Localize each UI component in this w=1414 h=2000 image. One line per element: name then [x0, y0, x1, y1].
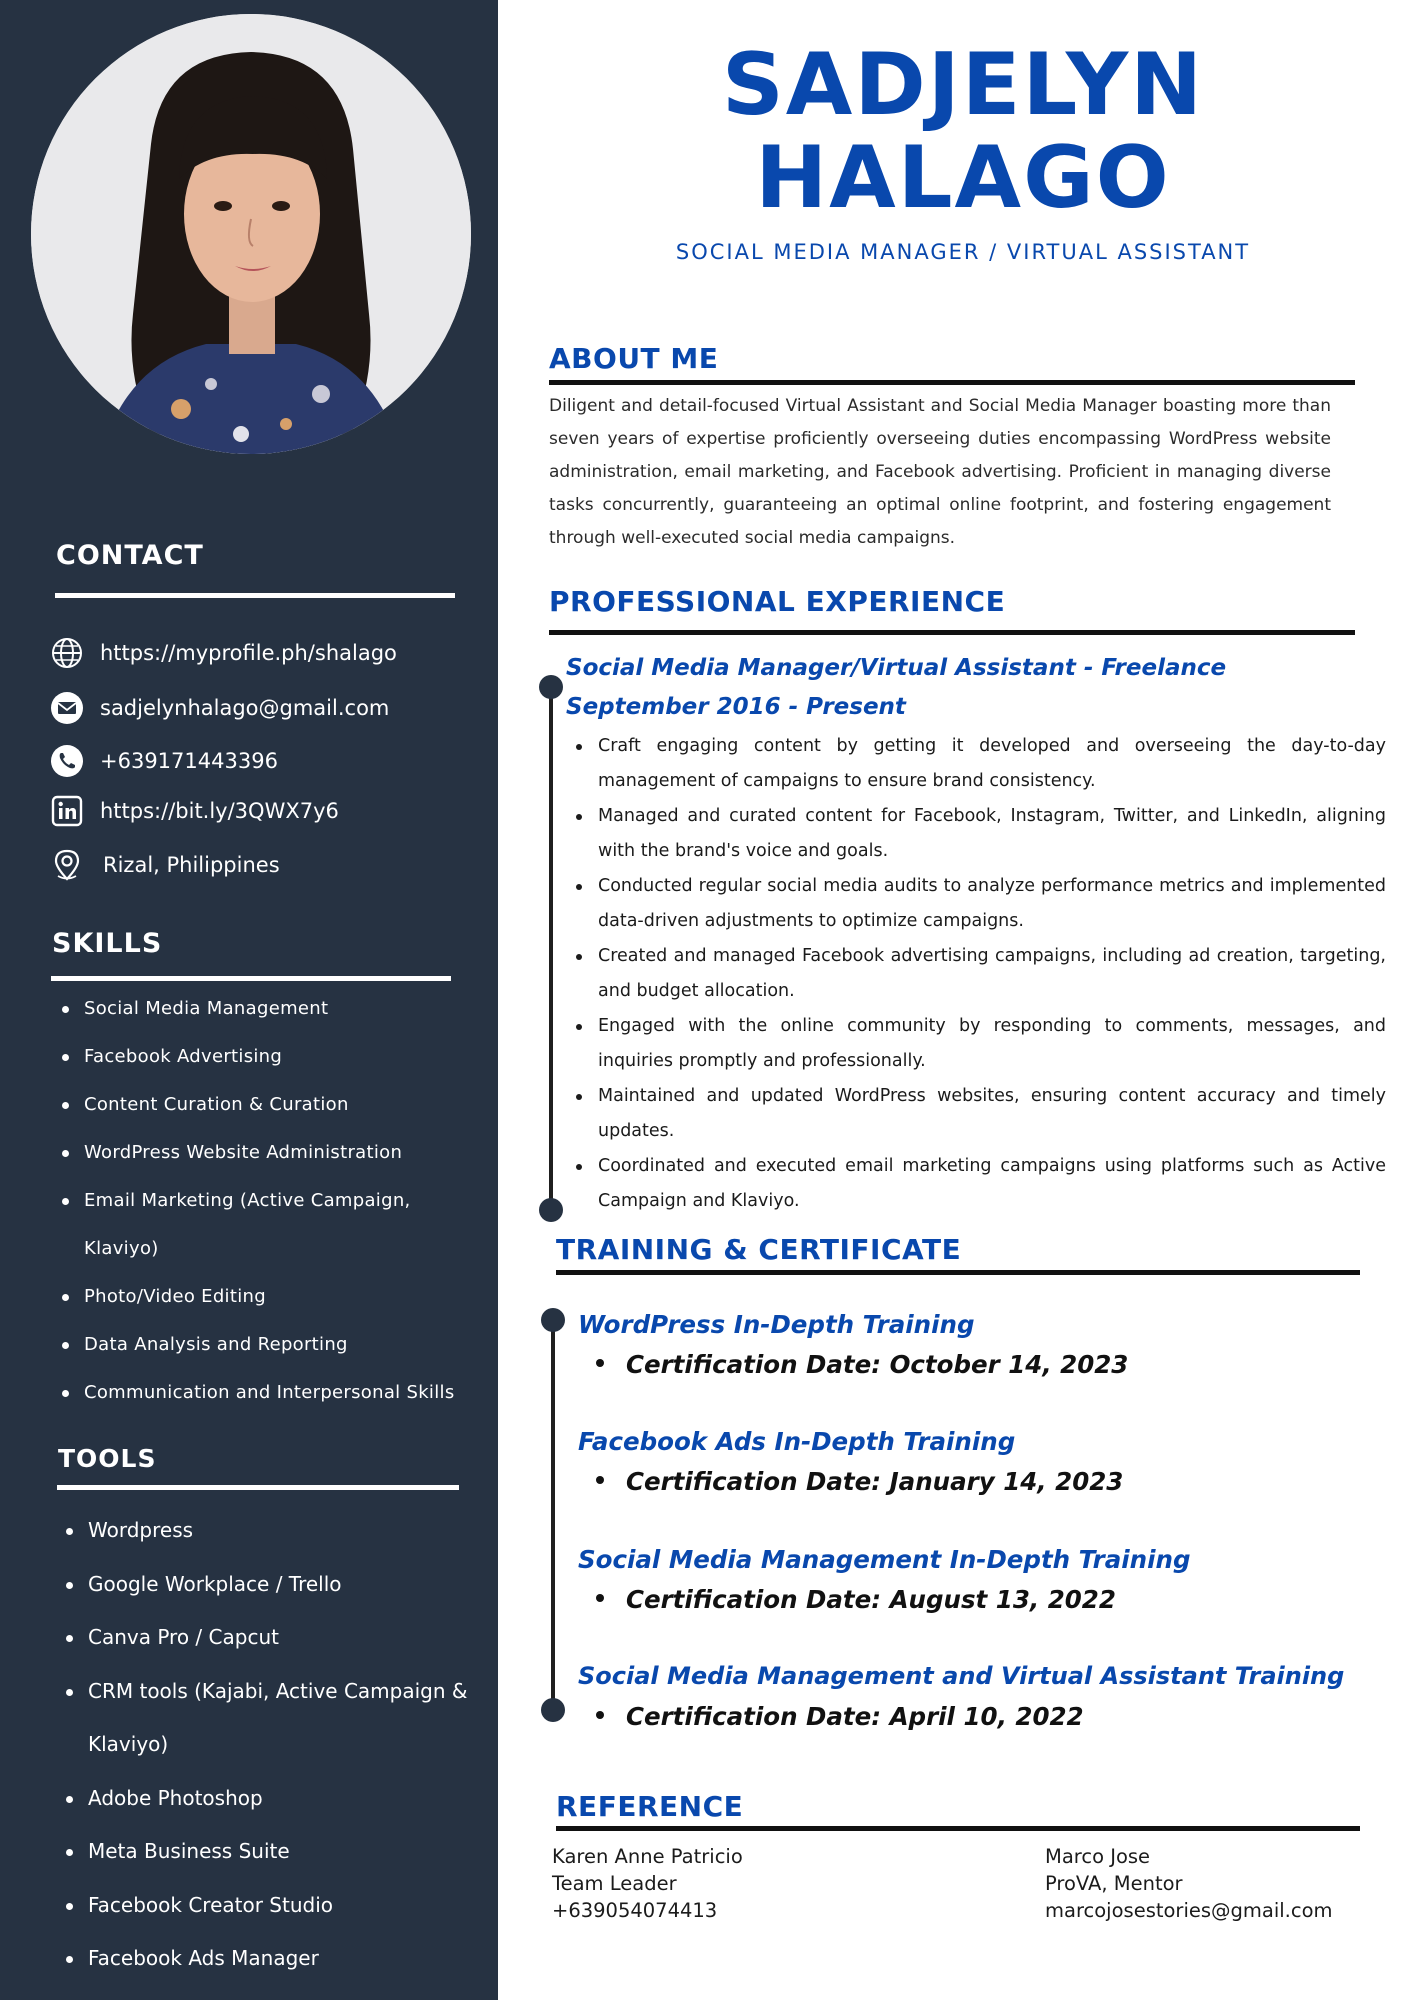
bullet-icon	[596, 1476, 604, 1484]
tool-item: Meta Business Suite	[61, 1825, 467, 1879]
name-last: HALAGO	[755, 128, 1171, 228]
cert-title: WordPress In-Depth Training	[578, 1310, 975, 1339]
tool-item: Facebook Ads Manager	[61, 1932, 467, 1986]
tool-item: Wordpress	[61, 1504, 467, 1558]
reference-divider	[556, 1826, 1360, 1831]
linkedin-icon	[50, 794, 84, 828]
reference-1	[552, 1843, 743, 1924]
tool-item: Facebook Creator Studio	[61, 1879, 467, 1933]
training-timeline	[551, 1320, 555, 1710]
reference-2	[1045, 1843, 1333, 1924]
contact-location-text: Rizal, Philippines	[103, 853, 280, 877]
skill-item: Email Marketing (Active Campaign,	[57, 1177, 455, 1225]
skill-item: Communication and Interpersonal Skills	[57, 1369, 455, 1417]
reference-name: Marco Jose	[1045, 1845, 1151, 1868]
job-title: Social Media Manager/Virtual Assistant - Freelance	[566, 655, 1227, 681]
tool-item: Canva Pro / Capcut	[61, 1611, 467, 1665]
training-timeline-end	[541, 1698, 565, 1722]
skill-item: Social Media Management	[57, 985, 455, 1033]
reference-heading: REFERENCE	[556, 1790, 744, 1823]
tools-list	[61, 1504, 467, 1986]
skills-divider	[51, 976, 451, 981]
contact-email[interactable]	[50, 691, 389, 725]
phone-icon	[50, 744, 84, 778]
bullet-icon	[596, 1594, 604, 1602]
contact-divider	[55, 593, 455, 598]
reference-contact: +639054074413	[552, 1899, 718, 1922]
skill-item: WordPress Website Administration	[57, 1129, 455, 1177]
job-duties	[568, 729, 1386, 1219]
skill-item: Photo/Video Editing	[57, 1273, 455, 1321]
contact-website[interactable]	[50, 636, 397, 670]
about-heading: ABOUT ME	[549, 342, 719, 375]
experience-timeline	[549, 688, 553, 1210]
skill-item: Facebook Advertising	[57, 1033, 455, 1081]
duty-item: Managed and curated content for Facebook, Instagram, Twitter, and LinkedIn, aligning with the brand's voice and goals.	[568, 799, 1386, 869]
cert-date	[596, 1702, 1084, 1731]
contact-linkedin[interactable]	[50, 794, 339, 828]
duty-item: Maintained and updated WordPress websites, ensuring content accuracy and timely updates.	[568, 1079, 1386, 1149]
contact-phone[interactable]	[50, 744, 278, 778]
duty-item: Coordinated and executed email marketing campaigns using platforms such as Active Campaign and Klaviyo.	[568, 1149, 1386, 1219]
experience-heading: PROFESSIONAL EXPERIENCE	[549, 585, 1006, 618]
about-text: Diligent and detail-focused Virtual Assistant and Social Media Manager boasting more than seven years of expertise proficiently overseeing duties encompassing WordPress website administration, email marketing, and Facebook advertising. Proficient in managing diverse tasks concurrently, guaranteeing an optimal online footprint, and fostering engagement through well-executed social media campaigns.	[549, 396, 1331, 548]
tool-item: Google Workplace / Trello	[61, 1558, 467, 1612]
bullet-icon	[596, 1359, 604, 1367]
contact-location	[50, 848, 280, 882]
cert-date-text: Certification Date: January 14, 2023	[626, 1467, 1124, 1496]
duty-item: Craft engaging content by getting it developed and overseeing the day-to-day management of campaigns to ensure brand consistency.	[568, 729, 1386, 799]
skill-item-continued: Klaviyo)	[84, 1238, 159, 1259]
cert-title: Social Media Management and Virtual Assistant Training	[578, 1662, 1345, 1690]
job-dates: September 2016 - Present	[566, 694, 906, 720]
cert-title: Social Media Management In-Depth Training	[578, 1545, 1191, 1574]
cert-date	[596, 1585, 1116, 1614]
cert-date-text: Certification Date: October 14, 2023	[626, 1350, 1129, 1379]
sidebar	[0, 0, 498, 2000]
skills-heading: SKILLS	[52, 928, 163, 959]
contact-linkedin-text: https://bit.ly/3QWX7y6	[100, 799, 339, 823]
location-pin-icon	[50, 848, 84, 882]
globe-icon	[50, 636, 84, 670]
duty-item: Created and managed Facebook advertising campaigns, including ad creation, targeting, and budget allocation.	[568, 939, 1386, 1009]
cert-date	[596, 1350, 1128, 1379]
cert-title: Facebook Ads In-Depth Training	[578, 1427, 1016, 1456]
about-divider	[549, 380, 1355, 385]
contact-heading: CONTACT	[56, 540, 204, 571]
reference-role: Team Leader	[552, 1872, 677, 1895]
reference-role: ProVA, Mentor	[1045, 1872, 1183, 1895]
tool-item: Adobe Photoshop	[61, 1772, 467, 1826]
bullet-icon	[596, 1711, 604, 1719]
experience-timeline-start	[539, 675, 563, 699]
tool-item-continued: Klaviyo)	[88, 1732, 169, 1756]
training-heading: TRAINING & CERTIFICATE	[556, 1233, 962, 1266]
experience-timeline-end	[539, 1198, 563, 1222]
job-role: SOCIAL MEDIA MANAGER / VIRTUAL ASSISTANT	[675, 240, 1251, 264]
tools-heading: TOOLS	[58, 1444, 157, 1473]
duty-item: Engaged with the online community by responding to comments, messages, and inquiries promptly and professionally.	[568, 1009, 1386, 1079]
training-timeline-start	[541, 1308, 565, 1332]
contact-phone-text: +639171443396	[100, 749, 278, 773]
cert-date-text: Certification Date: August 13, 2022	[626, 1585, 1116, 1614]
skill-item: Data Analysis and Reporting	[57, 1321, 455, 1369]
name-first: SADJELYN	[721, 35, 1205, 135]
contact-website-text: https://myprofile.ph/shalago	[100, 641, 397, 665]
reference-name: Karen Anne Patricio	[552, 1845, 743, 1868]
skills-list	[57, 985, 455, 1417]
duty-item: Conducted regular social media audits to analyze performance metrics and implemented data-driven adjustments to optimize campaigns.	[568, 869, 1386, 939]
email-icon	[50, 691, 84, 725]
tools-divider	[57, 1485, 459, 1490]
cert-date-text: Certification Date: April 10, 2022	[626, 1702, 1084, 1731]
training-divider	[556, 1270, 1360, 1275]
contact-email-text: sadjelynhalago@gmail.com	[100, 696, 390, 720]
cert-date	[596, 1467, 1123, 1496]
profile-photo	[31, 14, 471, 454]
skill-item: Content Curation & Curation	[57, 1081, 455, 1129]
reference-contact[interactable]: marcojosestories@gmail.com	[1045, 1899, 1333, 1922]
experience-divider	[549, 630, 1355, 635]
tool-item: CRM tools (Kajabi, Active Campaign &	[61, 1665, 467, 1719]
